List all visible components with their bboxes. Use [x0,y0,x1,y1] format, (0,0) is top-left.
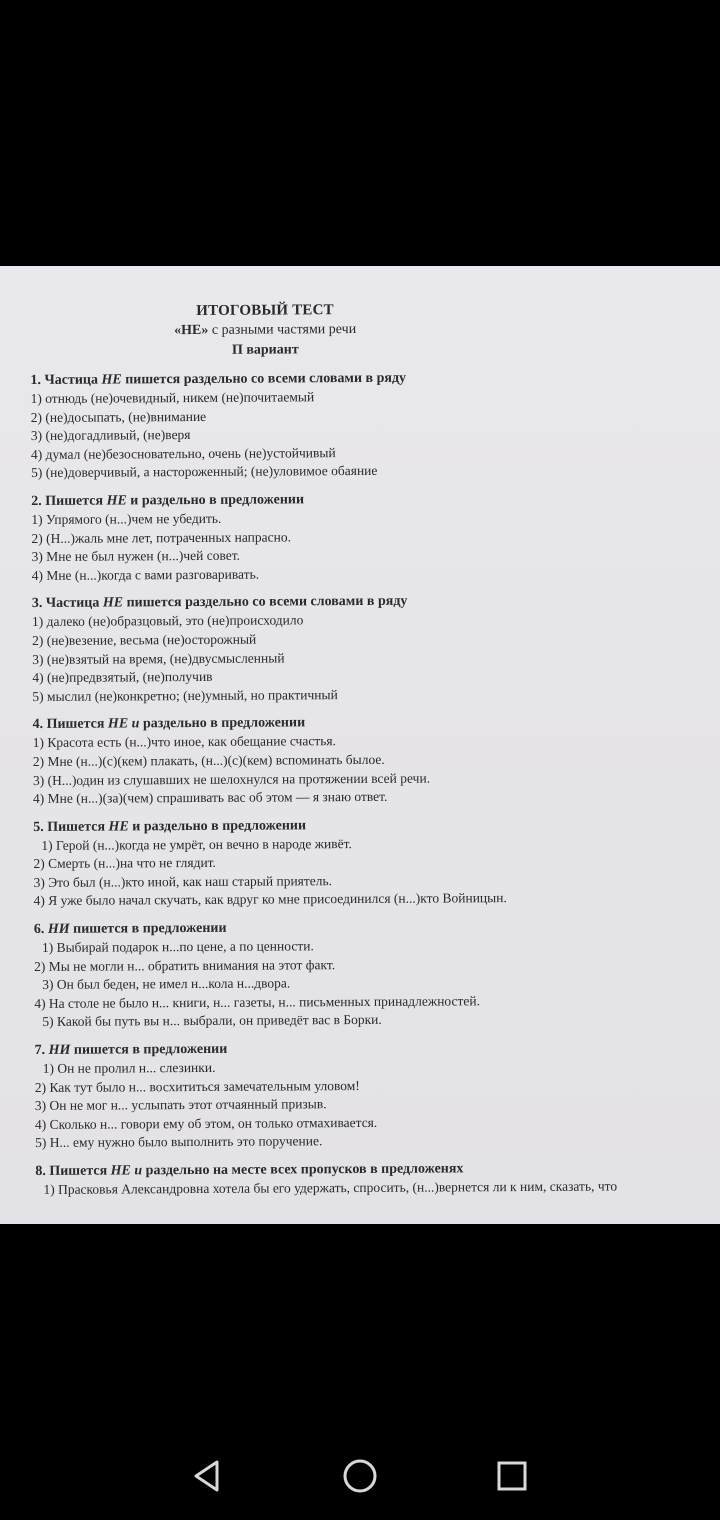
circle-home-icon [341,1457,379,1495]
task-heading-text: пишется раздельно со всеми словами в ряду [121,370,407,388]
answer-option: 2) (Н...)жаль мне лет, потраченных напрасно. [31,528,292,546]
task-number: 3. [31,596,43,612]
answer-option: 1) Упрямого (н...)чем не убедить. [31,510,222,527]
task-number: 5. [33,819,44,835]
task-heading-particle: НЕ [102,595,124,611]
task-heading-text: Пишется [45,1163,111,1179]
document-header [30,299,500,362]
answer-option: 3) Это был (н...)кто иной, как наш старый приятель. [33,873,333,890]
task-1 [30,367,711,483]
answer-option: 5) Какой бы путь вы н... выбрали, он приведёт вас в Борки. [42,1012,382,1030]
answer-option: 4) (не)предвзятый, (не)получив [32,669,213,686]
test-sheet [30,298,715,1200]
answer-option: 4) Сколько н... говори ему об этом, он только отмахивается. [34,1114,378,1132]
task-heading-text: Пишется [43,716,108,733]
answer-option: 1) отнюдь (не)очевидный, никем (не)почитаемый [30,389,315,406]
task-6 [34,916,715,1032]
task-heading-text: Частица [42,595,103,612]
answer-option: 3) Он не мог н... услыпать этот отчаянный призыв. [34,1096,327,1114]
answer-option: 2) (не)везение, весьма (не)осторожный [32,631,257,648]
answer-option: 1) Выбирай подарок н...по цене, а по ценности. [41,938,314,956]
subtitle-particle: «НЕ» [174,322,209,339]
task-heading-text: пишется в предложении [70,1041,228,1058]
answer-option: 3) Мне не был нужен (н...)чей совет. [31,547,241,565]
task-8 [35,1158,715,1200]
task-number: 8. [35,1163,46,1179]
task-heading-text: и раздельно в предложении [128,818,307,835]
answer-option: 4) На столе не было н... книги, н... газеты, н... письменных принадлежностей. [34,993,481,1011]
answer-option: 3) (не)взятый на время, (не)двусмысленный [32,649,285,667]
answer-option: 1) Прасковья Александровна хотела бы его удержать, спросить, (н...)вернется ли к ним, сказать, что [43,1178,618,1197]
answer-option: 1) Красота есть (н...)что иное, как обещание счастья. [32,733,336,751]
task-number: 2. [31,493,42,509]
task-heading-particle: НЕ [106,493,127,509]
task-4 [33,711,714,809]
task-2 [31,488,712,586]
task-7 [35,1037,716,1153]
task-heading-text: пишется в предложении [69,920,227,937]
task-heading-particle: НЕ и [110,1163,143,1179]
task-heading-text: раздельно на месте всех пропусков в предложенях [142,1161,464,1179]
answer-option: 2) Мне (н...)(с)(кем) плакать, (н...)(с)(кем) вспоминать былое. [32,751,385,769]
task-number: 1. [30,372,42,388]
triangle-back-icon [190,1458,224,1494]
square-recents-icon [495,1459,529,1493]
document-title: ИТОГОВЫЙ ТЕСТ [196,302,334,319]
task-heading-text: и раздельно в предложении [126,492,305,509]
answer-option: 4) Мне (н...)(за)(чем) спрашивать вас об этом — я знаю ответ. [32,788,388,807]
answer-option: 5) (не)доверчивый, а настороженный; (не)уловимое обаяние [30,463,378,481]
task-heading-particle: НЕ [101,372,122,388]
back-button[interactable] [185,1454,229,1498]
answer-option: 2) Как тут было н... восхититься замечательным уловом! [34,1077,360,1095]
task-heading-particle: НЕ [108,819,129,835]
answer-option: 4) Я уже было начал скучать, как вдруг ко мне присоединился (н...)кто Войницын. [33,890,507,909]
task-heading-particle: НИ [48,1042,71,1058]
task-list [30,367,715,1200]
answer-option: 1) Герой (н...)когда не умрёт, он вечно в народе живёт. [41,835,352,853]
task-heading-text: Пишется [43,819,109,835]
task-heading-text: Пишется [41,493,107,509]
task-3 [32,590,713,706]
answer-option: 1) Он не пролил н... слезинки. [42,1059,216,1076]
task-5 [33,814,714,912]
task-heading-text: пишется раздельно со всеми словами в ряду [123,594,408,611]
document-photo [0,266,720,1224]
answer-option: 3) Он был беден, не имел н...кола н...двора. [42,975,291,993]
answer-option: 2) (не)досыпать, (не)внимание [30,408,207,425]
task-number: 7. [34,1042,46,1059]
document-variant: П вариант [231,342,299,358]
answer-option: 4) думал (не)безосновательно, очень (не)устойчивый [30,444,336,462]
task-heading-particle: НИ [47,921,70,937]
recents-button[interactable] [490,1454,534,1498]
answer-option: 5) Н... ему нужно было выполнить это поручение. [35,1133,323,1151]
answer-option: 2) Смерть (н...)на что не глядит. [33,855,216,872]
task-heading-text: Частица [40,372,102,388]
answer-option: 3) (не)догадливый, (не)веря [30,427,191,444]
system-navigation-bar [0,1430,720,1520]
answer-option: 1) далеко (не)образцовый, это (не)происходило [31,612,304,630]
home-button[interactable] [338,1454,382,1498]
task-heading-particle: НЕ и [107,716,140,732]
task-heading-text: раздельно в предложении [139,715,306,732]
answer-option: 4) Мне (н...)когда с вами разговаривать. [31,566,260,583]
answer-option: 3) (Н...)один из слушавших не шелохнулся на протяжении всей речи. [32,770,431,788]
answer-option: 5) мыслил (не)конкретно; (не)умный, но практичный [32,686,338,704]
answer-option: 2) Мы не могли н... обратить внимания на этот факт. [34,956,336,974]
task-number: 4. [32,717,44,733]
task-number: 6. [33,921,45,938]
subtitle-text: с разными частями речи [208,322,357,338]
